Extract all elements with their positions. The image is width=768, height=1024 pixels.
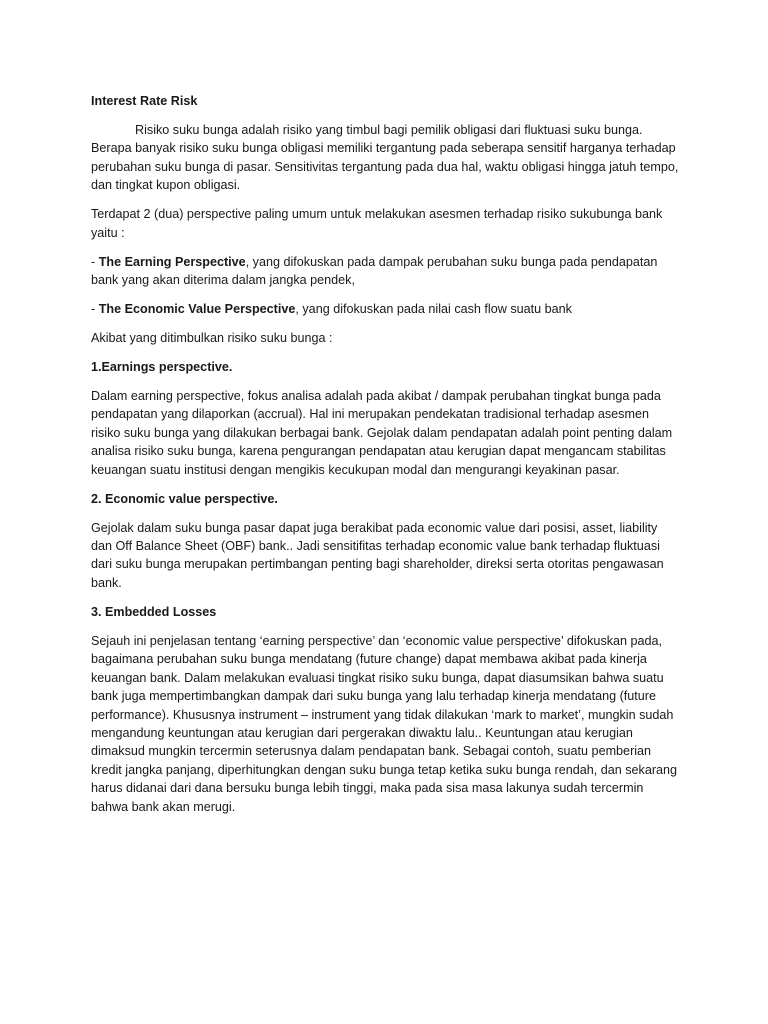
section-heading: 1.Earnings perspective. bbox=[91, 360, 233, 375]
perspectives-intro-paragraph: Terdapat 2 (dua) perspective paling umum untuk melakukan asesmen terhadap risiko sukubunga bank yaitu : bbox=[91, 207, 663, 240]
economic-value-bullet bbox=[91, 300, 681, 318]
intro-paragraph bbox=[91, 121, 681, 195]
bullet-term: The Economic Value Perspective bbox=[98, 302, 296, 317]
bullet-description: , yang difokuskan pada nilai cash flow suatu bank bbox=[295, 302, 572, 317]
akibat-intro-paragraph: Akibat yang ditimbulkan risiko suku bunga : bbox=[91, 331, 333, 346]
section-body: Dalam earning perspective, fokus analisa adalah pada akibat / dampak perubahan tingkat bunga pada pendapatan yang dilaporkan (accrual). Hal ini merupakan pendekatan tradisional terhadap asesmen risiko suku bunga yang dilakukan berbagai bank. Gejolak dalam pendapatan adalah point penting dalam analisa risiko suku bunga, karena pengurangan pendapatan atau kerugian dapat mengancam stabilitas keuangan suatu institusi dengan mengikis kecukupan modal dan mengurangi keyakinan pasar. bbox=[91, 389, 673, 477]
bullet-description: , yang difokuskan pada dampak perubahan suku bunga pada pendapatan bank yang akan diterima dalam jangka pendek, bbox=[91, 254, 658, 288]
section-body: Gejolak dalam suku bunga pasar dapat juga berakibat pada economic value dari posisi, asset, liability dan Off Balance Sheet (OBF) bank.. Jadi sensitifitas terhadap economic value bank terhadap fluktuasi dari suku bunga merupakan pertimbangan penting bagi shareholder, direksi serta otoritas pengawasan bank. bbox=[91, 520, 664, 590]
section-heading: 2. Economic value perspective. bbox=[91, 491, 278, 506]
bullet-prefix: - bbox=[91, 302, 99, 317]
bullet-prefix: - bbox=[91, 254, 99, 269]
section-heading: 3. Embedded Losses bbox=[91, 604, 217, 619]
bullet-term: The Earning Perspective bbox=[98, 254, 246, 269]
intro-text: Risiko suku bunga adalah risiko yang timbul bagi pemilik obligasi dari fluktuasi suku bunga. Berapa banyak risiko suku bunga obligasi memiliki tergantung pada seberapa sensitif harganya terhadap perubahan suku bunga di pasar. Sensitivitas tergantung pada dua hal, waktu obligasi hingga jatuh tempo, dan tingkat kupon obligasi. bbox=[91, 123, 679, 193]
document-page bbox=[91, 92, 681, 827]
section-body: Sejauh ini penjelasan tentang ‘earning perspective’ dan ‘economic value perspective’ difokuskan pada, bagaimana perubahan suku bunga mendatang (future change) dapat membawa akibat pada kinerja keuangan bank. Dalam melakukan evaluasi tingkat risiko suku bunga, dapat diasumsikan bahwa suatu bank juga mempertimbangkan dampak dari suku bunga yang lalu terhadap kinerja mendatang (future performance). Khususnya instrument – instrument yang tidak dilakukan ‘mark to market’, mungkin sudah mengandung keuntungan atau kerugian dari pergerakan diwaktu lalu.. Keuntungan atau kerugian dimaksud mungkin tercermin seterusnya dalam pendapatan bank. Sebagai contoh, suatu pemberian kredit jangka panjang, diperhitungkan dengan suku bunga tetap ketika suku bunga rendah, dan sekarang harus didanai dari dana bersuku bunga lebih tinggi, maka pada sisa masa lakunya sudah tercermin bahwa bank akan merugi. bbox=[91, 633, 678, 814]
earning-perspective-bullet bbox=[91, 253, 681, 290]
document-title: Interest Rate Risk bbox=[91, 94, 198, 108]
